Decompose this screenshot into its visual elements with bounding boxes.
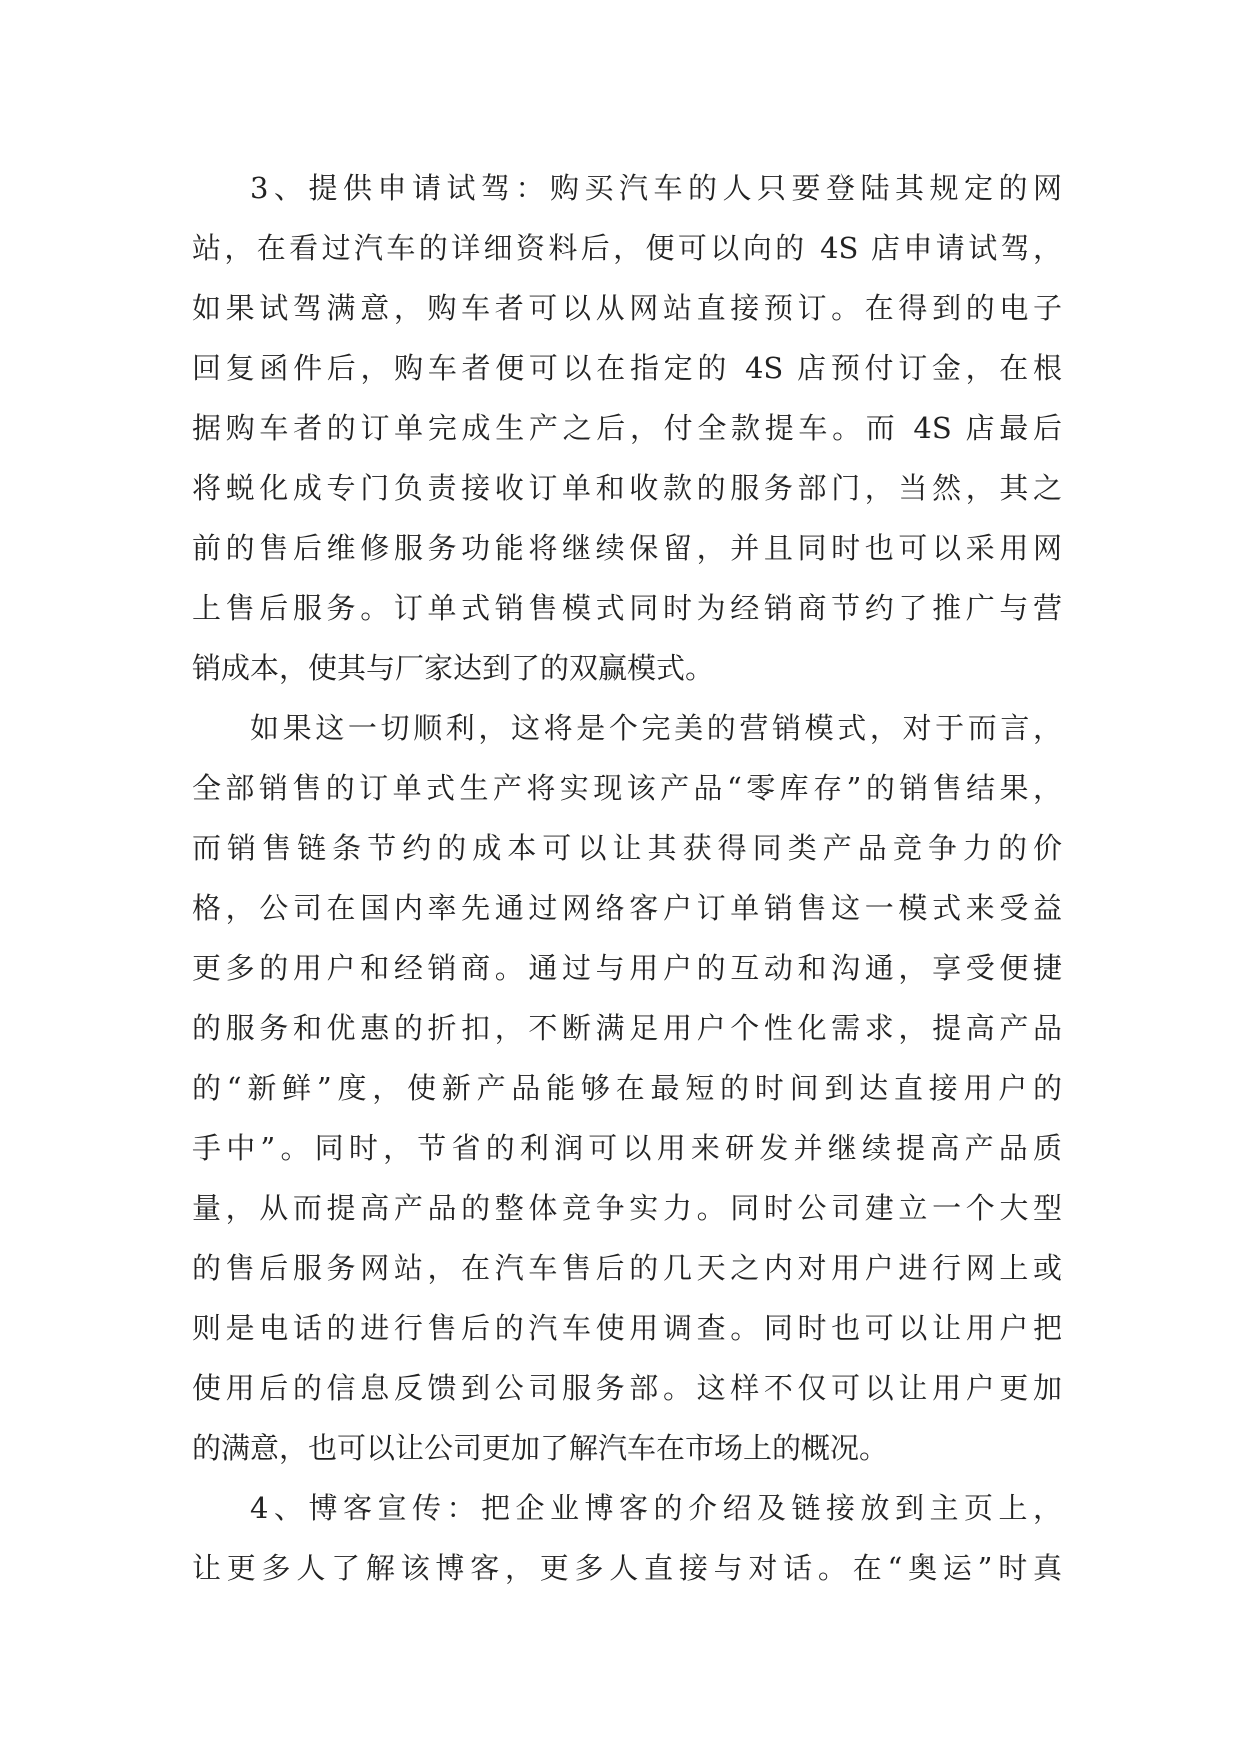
- text-line: 更多的用户和经销商。通过与用户的互动和沟通，享受便捷: [192, 951, 1062, 985]
- text-line: 前的售后维修服务功能将继续保留，并且同时也可以采用网: [192, 531, 1062, 565]
- text-line: 销成本，使其与厂家达到了的双赢模式。: [192, 651, 715, 685]
- text-line: 手中”。同时，节省的利润可以用来研发并继续提高产品质: [192, 1131, 1062, 1165]
- text-line: 将蜕化成专门负责接收订单和收款的服务部门，当然，其之: [192, 471, 1062, 505]
- text-line: 让更多人了解该博客，更多人直接与对话。在“奥运”时真: [192, 1551, 1062, 1585]
- text-line: 据购车者的订单完成生产之后，付全款提车。而 4S 店最后: [192, 411, 1062, 445]
- text-line: 的“新鲜”度，使新产品能够在最短的时间到达直接用户的: [192, 1071, 1062, 1105]
- body-text: [192, 158, 1062, 1598]
- text-line: 格，公司在国内率先通过网络客户订单销售这一模式来受益: [192, 891, 1062, 925]
- text-line: 的售后服务网站，在汽车售后的几天之内对用户进行网上或: [192, 1251, 1062, 1285]
- text-line: 回复函件后，购车者便可以在指定的 4S 店预付订金，在根: [192, 351, 1062, 385]
- text-line: 上售后服务。订单式销售模式同时为经销商节约了推广与营: [192, 591, 1062, 625]
- paragraph-test-drive: [192, 158, 1062, 698]
- text-line: 则是电话的进行售后的汽车使用调查。同时也可以让用户把: [192, 1311, 1062, 1345]
- text-line: 站，在看过汽车的详细资料后，便可以向的 4S 店申请试驾，: [192, 231, 1062, 265]
- text-line: 如果这一切顺利，这将是个完美的营销模式，对于而言，: [250, 711, 1062, 745]
- text-line: 使用后的信息反馈到公司服务部。这样不仅可以让用户更加: [192, 1371, 1062, 1405]
- paragraph-blog-promotion: [192, 1478, 1062, 1598]
- text-line: 而销售链条节约的成本可以让其获得同类产品竞争力的价: [192, 831, 1062, 865]
- text-line: 4、博客宣传：把企业博客的介绍及链接放到主页上，: [250, 1491, 1062, 1525]
- text-line: 的服务和优惠的折扣，不断满足用户个性化需求，提高产品: [192, 1011, 1062, 1045]
- text-line: 如果试驾满意，购车者可以从网站直接预订。在得到的电子: [192, 291, 1062, 325]
- text-line: 全部销售的订单式生产将实现该产品“零库存”的销售结果，: [192, 771, 1062, 805]
- text-line: 的满意，也可以让公司更加了解汽车在市场上的概况。: [192, 1431, 889, 1465]
- text-line: 量，从而提高产品的整体竞争实力。同时公司建立一个大型: [192, 1191, 1062, 1225]
- paragraph-marketing-model: [192, 698, 1062, 1478]
- text-line: 3、提供申请试驾：购买汽车的人只要登陆其规定的网: [250, 171, 1062, 205]
